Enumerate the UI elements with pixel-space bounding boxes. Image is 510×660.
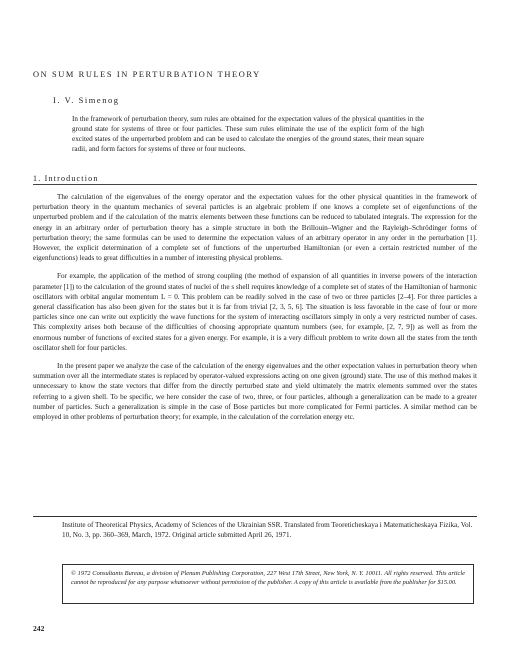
section-divider xyxy=(33,184,477,185)
body-paragraph: For example, the application of the method of strong coupling (the method of expansion of all quantities in inverse powers of the interaction parameter [1]) to the calculation of the ground states of nuclei of the s shell requires knowledge of a complete set of states of the Hamiltonian of harmonic oscillators with orbital angular momentum L = 0. This problem can be readily solved in the case of two or three particles [2–4]. For three particles a general classification has also been given for the states but it is far from trivial [2, 3, 5, 6]. The situation is less favorable in the case of four or more particles since one can write out explicitly the wave functions for the system of interacting oscillators simply in only a very restricted number of cases. This complexity arises both because of the difficulties of choosing appropriate quantum numbers (see, for example, [2, 7, 9]) as well as from the enormous number of functions of excited states for a given energy. For example, it is a very difficult problem to write down all the states from the tenth oscillator shell for four particles. xyxy=(33,272,477,352)
body-paragraph: The calculation of the eigenvalues of the energy operator and the expectation values for the other physical quantities in the framework of perturbation theory in the quantum mechanics of several particles is an algebraic problem if one knows a complete set of eigenfunctions of the unperturbed problem and if the calculation of the matrix elements between these functions can be reduced to tabulated integrals. The expression for the energy in an arbitrary order of perturbation theory has a simple structure in both the Brillouin–Wigner and the Rayleigh–Schrödinger forms of perturbation theory; the same formulas can be used to determine the expectation values of an arbitrary operator in any order in the perturbation [1]. However, the explicit determination of a complete set of functions of the unperturbed Hamiltonian (or even a certain restricted number of the eigenfunctions) leads to great difficulties in a number of interesting physical problems. xyxy=(33,193,477,263)
copyright-notice: © 1972 Consultants Bureau, a division of Plenum Publishing Corporation, 227 West 17th Street, New York, N. Y. 10011. All rights reserved. This article cannot be reproduced for any purpose whatsoever without permission of the publisher. A copy of this article is available from the publisher for $15.00. xyxy=(71,570,465,586)
section-heading: 1. Introduction xyxy=(33,174,99,183)
article-title: ON SUM RULES IN PERTURBATION THEORY xyxy=(33,70,261,79)
footnote-divider xyxy=(33,516,477,517)
article-author: I. V. Simenog xyxy=(53,96,120,105)
body-paragraph: In the present paper we analyze the case of the calculation of the energy eigenvalues and the other expectation values in perturbation theory when summation over all the intermediate states is replaced by operator-valued expressions acting on one given (ground) state. The use of this method makes it unnecessary to know the state vectors that differ from the directly perturbed state and yield ultimately the matrix elements summed over the states referring to a given shell. To be specific, we here consider the case of two, three, or four particles, although a generalization can be made to a greater number of particles. Such a generalization is simple in the case of Bose particles but more complicated for Fermi particles. A similar method can be employed in other problems of perturbation theory; for example, in the calculation of the correlation energy etc. xyxy=(33,362,477,422)
page-number: 242 xyxy=(33,624,45,633)
body-text xyxy=(33,192,477,430)
abstract: In the framework of perturbation theory, sum rules are obtained for the expectation values of the physical quantities in the ground state for systems of three or four particles. These sum rules eliminate the use of the explicit form of the high excited states of the unperturbed problem and can be used to calculate the energies of the ground states, their mean square radii, and form factors for systems of three or four nucleons. xyxy=(72,115,424,153)
copyright-box xyxy=(62,564,474,604)
affiliation-note: Institute of Theoretical Physics, Academy of Sciences of the Ukrainian SSR. Translated from Teoreticheskaya i Matematicheskaya Fizika, Vol. 10, No. 3, pp. 360–369, March, 1972. Original article submitted April 26, 1971. xyxy=(62,521,473,540)
